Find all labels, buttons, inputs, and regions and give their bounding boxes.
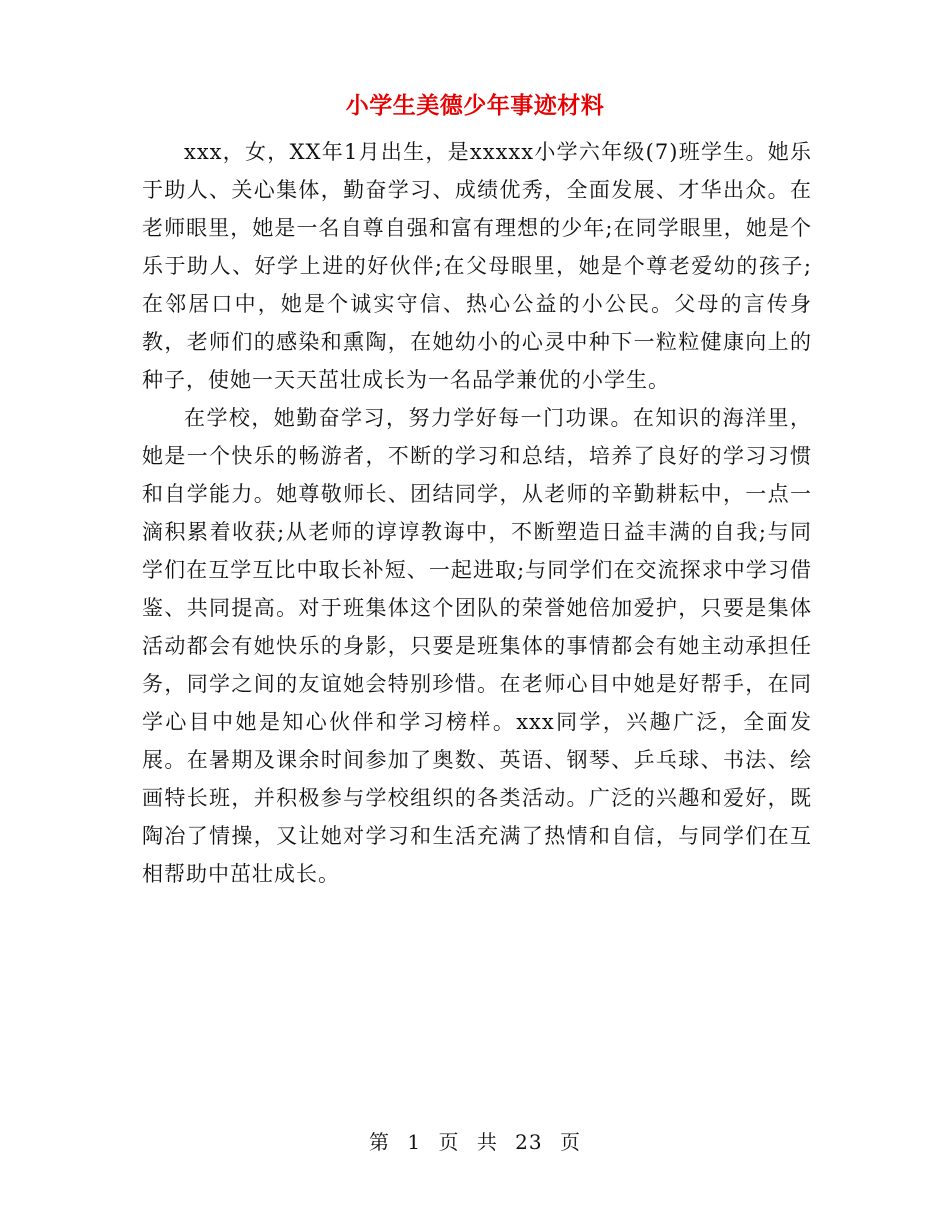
footer-total-pages: 23 [515,1130,543,1154]
paragraph-2: 在学校，她勤奋学习，努力学好每一门功课。在知识的海洋里，她是一个快乐的畅游者，不断的学习和总结，培养了良好的学习习惯和自学能力。她尊敬师长、团结同学，从老师的辛勤耕耘中，一点一滴积累着收获;从老师的谆谆教诲中，不断塑造日益丰满的自我;与同学们在互学互比中取长补短、一起进取;与同学们在交流探求中学习借鉴、共同提高。对于班集体这个团队的荣誉她倍加爱护，只要是集体活动都会有她快乐的身影，只要是班集体的事情都会有她主动承担任务，同学之间的友谊她会特别珍惜。在老师心目中她是好帮手，在同学心目中她是知心伙伴和学习榜样。xxx同学，兴趣广泛，全面发展。在暑期及课余时间参加了奥数、英语、钢琴、乒乓球、书法、绘画特长班，并积极参与学校组织的各类活动。广泛的兴趣和爱好，既陶冶了情操，又让她对学习和生活充满了热情和自信，与同学们在互相帮助中茁壮成长。 [142,406,812,886]
footer-label-page-unit: 页 [438,1130,460,1154]
footer-label-page: 第 [369,1130,390,1154]
footer-label-total-unit: 页 [559,1130,581,1154]
paragraph-1: xxx，女，XX年1月出生，是xxxxx小学六年级(7)班学生。她乐于助人、关心集体，勤奋学习、成绩优秀，全面发展、才华出众。在老师眼里，她是一名自尊自强和富有理想的少年;在同学眼里，她是个乐于助人、好学上进的好伙伴;在父母眼里，她是个尊老爱幼的孩子;在邻居口中，她是个诚实守信、热心公益的小公民。父母的言传身教，老师们的感染和熏陶，在她幼小的心灵中种下一粒粒健康向上的种子，使她一天天茁壮成长为一名品学兼优的小学生。 [142,140,812,392]
document-body [142,133,812,893]
document-title: 小学生美德少年事迹材料 [345,92,605,119]
page-number-footer [0,1126,950,1158]
footer-label-total: 共 [476,1130,498,1154]
footer-current-page: 1 [407,1130,422,1154]
